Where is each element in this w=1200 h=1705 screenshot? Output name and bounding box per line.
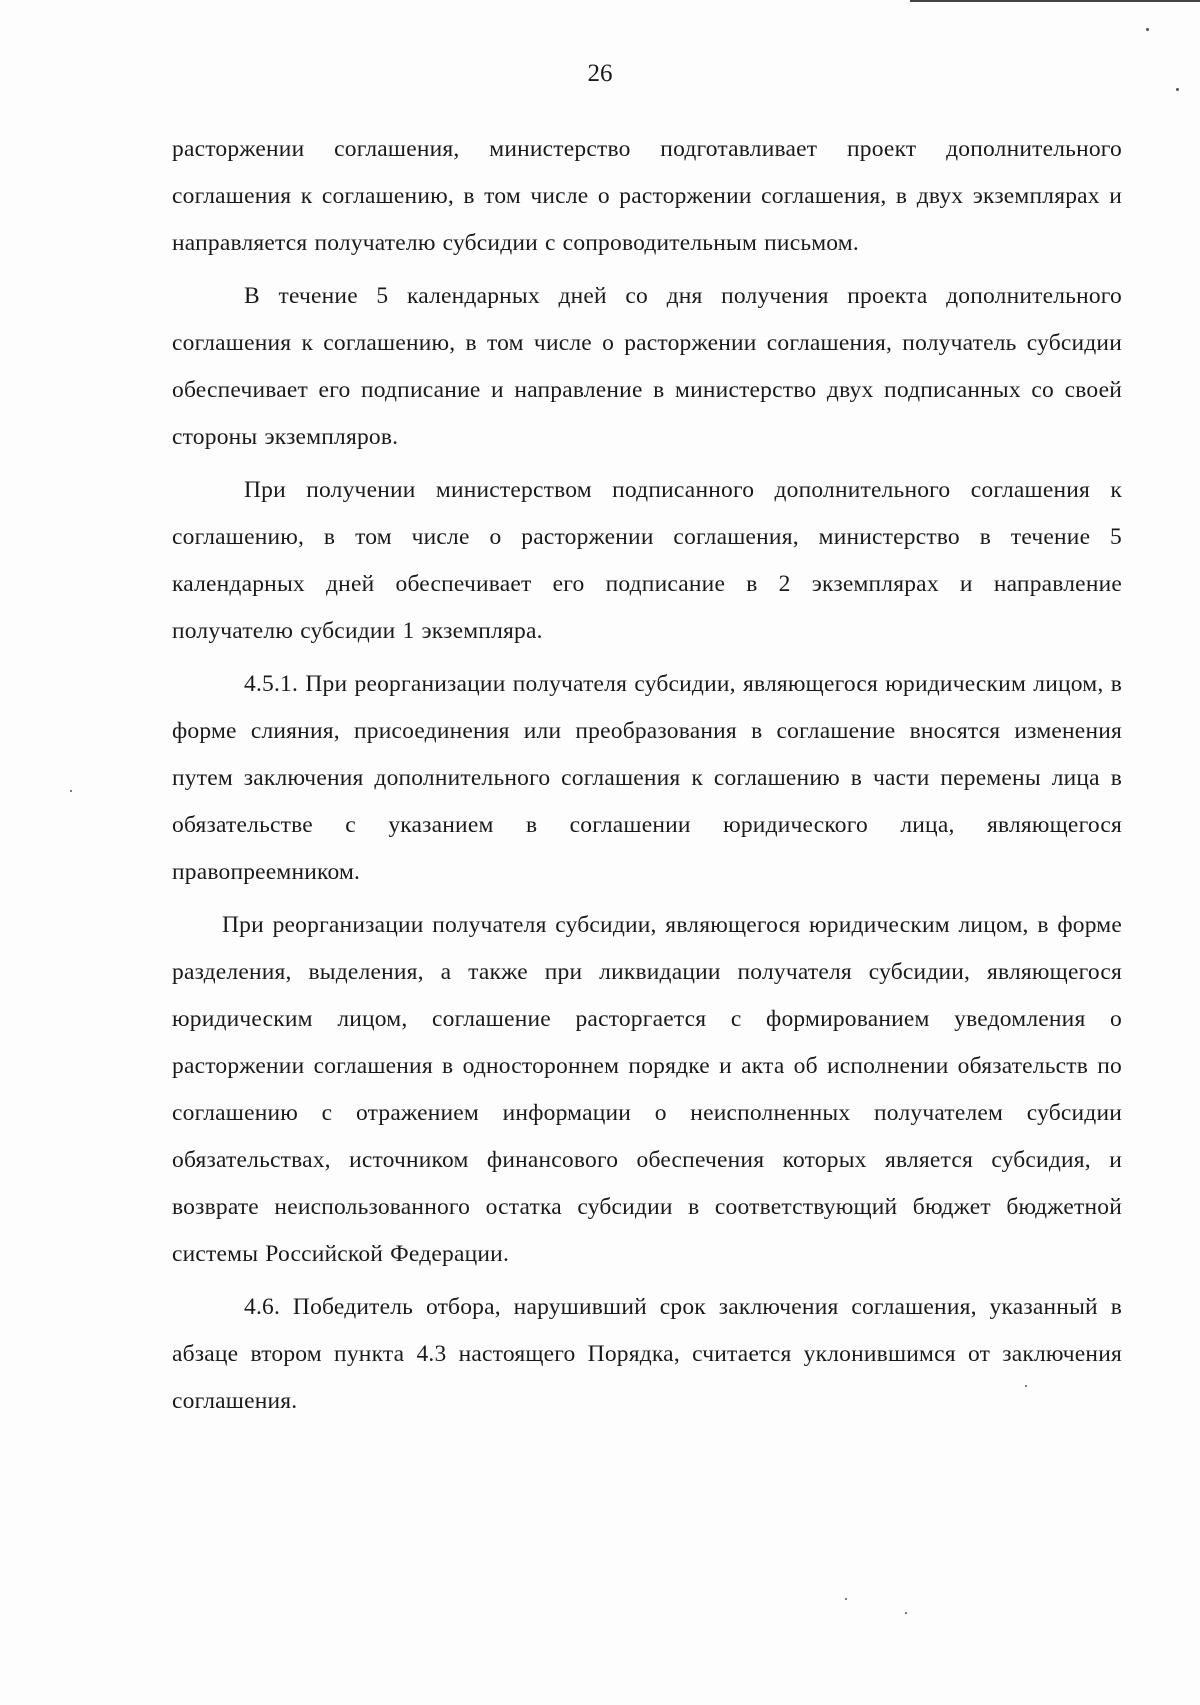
paragraph-1-continuation: расторжении соглашения, министерство подготавливает проект дополнительного соглашения к соглашению, в том числе о расторжении соглашения, в двух экземплярах и направляется получателю субсидии с сопроводительным письмом. <box>172 136 1122 256</box>
scan-speck <box>905 1612 907 1614</box>
page-number: 26 <box>587 60 613 87</box>
scan-speck <box>845 1598 847 1600</box>
scan-speck <box>1176 88 1179 91</box>
scan-speck <box>70 790 72 792</box>
scan-speck <box>1025 1385 1027 1387</box>
document-body <box>172 126 1122 1431</box>
paragraph-2: В течение 5 календарных дней со дня получения проекта дополнительного соглашения к соглашению, в том числе о расторжении соглашения, получатель субсидии обеспечивает его подписание и направление в министерство двух подписанных со своей стороны экземпляров. <box>172 283 1122 450</box>
top-edge-rule <box>910 0 1200 2</box>
paragraph-4-5-1: 4.5.1. При реорганизации получателя субсидии, являющегося юридическим лицом, в форме слияния, присоединения или преобразования в соглашение вносятся изменения путем заключения дополнительного соглашения к соглашению в части перемены лица в обязательстве с указанием в соглашении юридического лица, являющегося правопреемником. <box>172 671 1122 885</box>
paragraph-4-6: 4.6. Победитель отбора, нарушивший срок заключения соглашения, указанный в абзаце втором пункта 4.3 настоящего Порядка, считается уклонившимся от заключения соглашения. <box>172 1294 1122 1414</box>
scan-speck <box>1146 28 1149 31</box>
paragraph-3: При получении министерством подписанного дополнительного соглашения к соглашению, в том числе о расторжении соглашения, министерство в течение 5 календарных дней обеспечивает его подписание в 2 экземплярах и направление получателю субсидии 1 экземпляра. <box>172 477 1122 644</box>
paragraph-5: При реорганизации получателя субсидии, являющегося юридическим лицом, в форме разделения, выделения, а также при ликвидации получателя субсидии, являющегося юридическим лицом, соглашение расторгается с формированием уведомления о расторжении соглашения в одностороннем порядке и акта об исполнении обязательств по соглашению с отражением информации о неисполненных получателем субсидии обязательствах, источником финансового обеспечения которых является субсидия, и возврате неиспользованного остатка субсидии в соответствующий бюджет бюджетной системы Российской Федерации. <box>172 912 1122 1267</box>
